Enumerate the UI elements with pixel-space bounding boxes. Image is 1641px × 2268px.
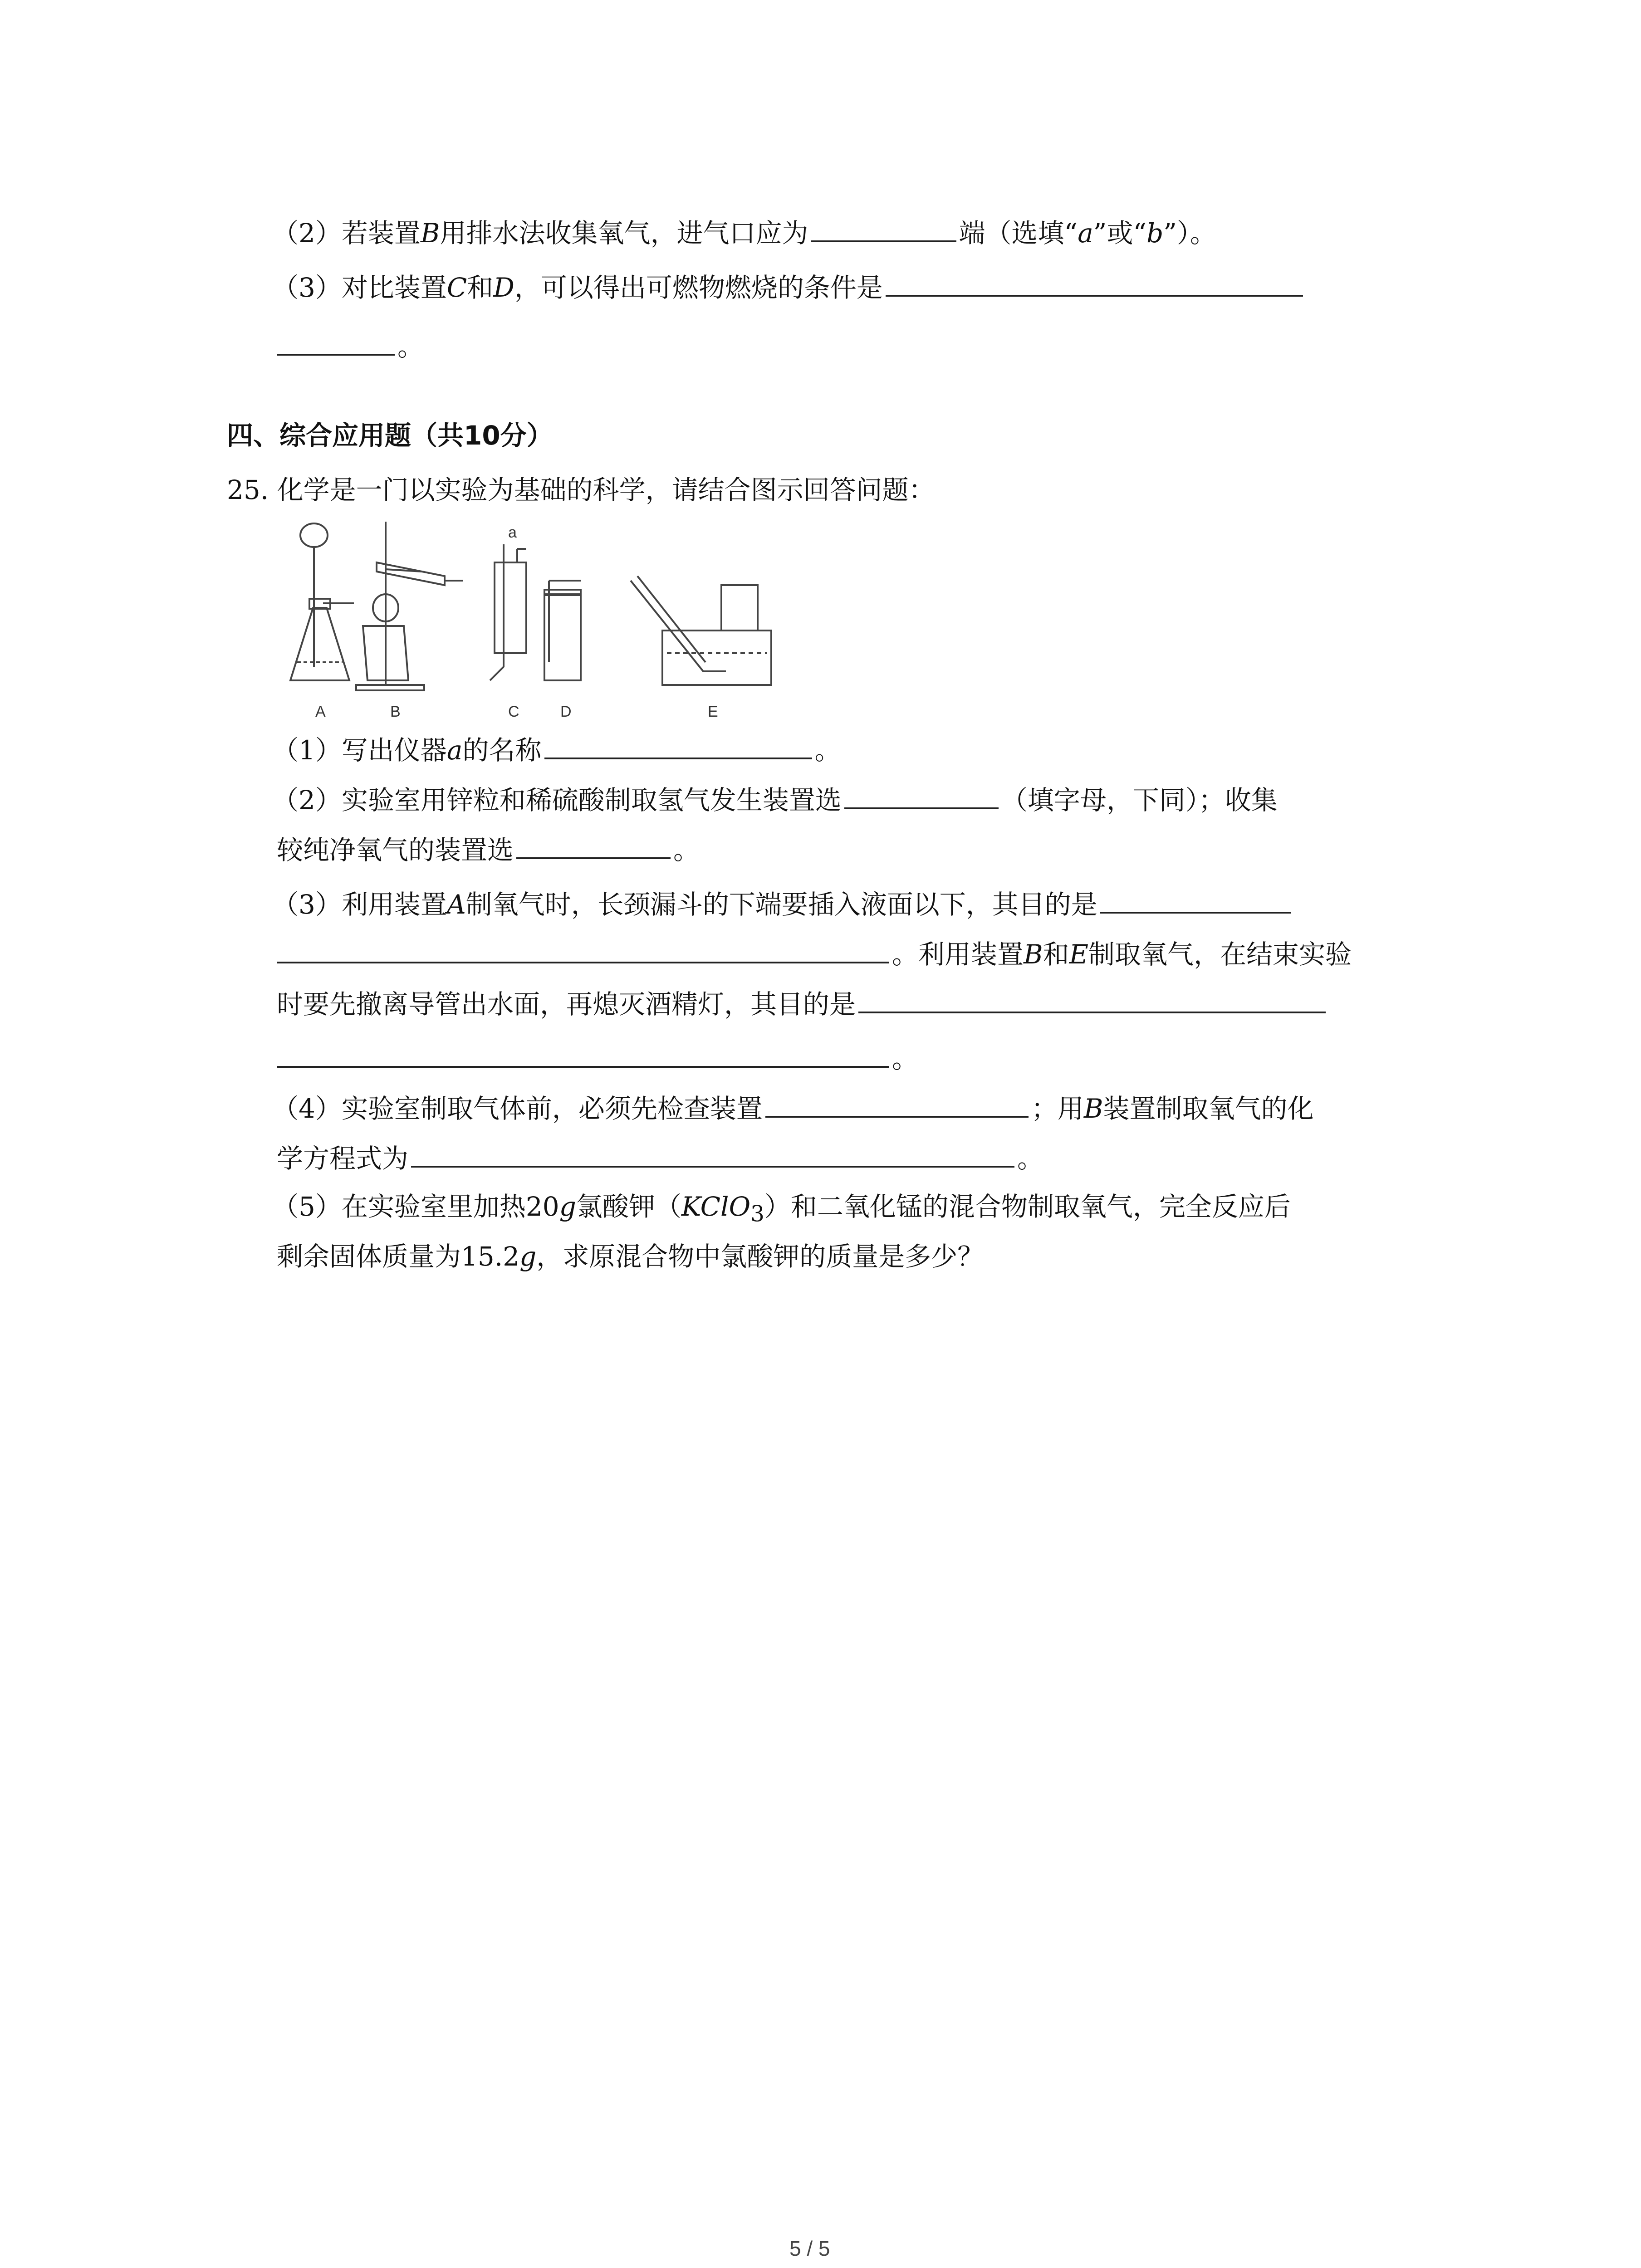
tube-label-a: a <box>508 524 517 541</box>
q24-part3-cont <box>277 327 424 365</box>
text: D <box>493 272 514 303</box>
text: B <box>1024 939 1043 970</box>
text: （5）在实验室里加热20 <box>272 1191 559 1222</box>
q25-part2-cont <box>277 830 700 868</box>
text: 3 <box>750 1201 764 1227</box>
q25-intro: 25. 化学是一门以实验为基础的科学，请结合图示回答问题： <box>227 474 935 505</box>
q25-part5-cont <box>277 1238 984 1275</box>
label-d: D <box>560 703 572 720</box>
q25-part3-line3 <box>277 984 1328 1022</box>
text: E <box>1069 939 1088 970</box>
text: 。 <box>397 331 424 362</box>
text: （1）写出仪器 <box>272 735 447 766</box>
text: （2）实验室用锌粒和稀硫酸制取氢气发生装置选 <box>272 785 842 816</box>
text: 较纯净氧气的装置选 <box>277 835 514 865</box>
answer-blank[interactable] <box>811 213 956 242</box>
answer-blank[interactable] <box>277 934 889 963</box>
text: ）和二氧化锰的混合物制取氧气，完全反应后 <box>764 1191 1291 1222</box>
label-e: E <box>708 703 718 720</box>
text: g <box>559 1191 576 1222</box>
answer-blank[interactable] <box>765 1089 1029 1118</box>
apparatus-c-bottle <box>490 544 526 680</box>
text: a <box>446 735 463 766</box>
q25-part3-line4 <box>277 1039 918 1077</box>
answer-blank[interactable] <box>1100 885 1291 914</box>
text: 氯酸钾（ <box>576 1191 681 1222</box>
label-a: A <box>315 703 326 720</box>
q24-part2 <box>272 213 1216 251</box>
text: KClO <box>681 1191 751 1222</box>
text: 和 <box>1043 939 1069 970</box>
page-number: 5 / 5 <box>789 2237 830 2260</box>
answer-blank[interactable] <box>886 268 1303 297</box>
apparatus-e-trough <box>631 576 771 685</box>
apparatus-figure <box>272 517 812 726</box>
text: a <box>1078 218 1093 249</box>
text: （填字母，下同）；收集 <box>1001 785 1278 816</box>
q25-part2 <box>272 780 1278 818</box>
answer-blank[interactable] <box>277 327 395 356</box>
text: B <box>1083 1093 1103 1124</box>
text: （2）若装置 <box>272 218 421 249</box>
apparatus-d-bottle <box>544 581 581 680</box>
apparatus-a-flask <box>290 523 354 680</box>
text: b <box>1146 218 1164 249</box>
text: g <box>519 1241 537 1272</box>
answer-blank[interactable] <box>277 1039 889 1068</box>
text: 用排水法收集氧气，进气口应为 <box>440 218 808 249</box>
text: 。利用装置 <box>892 939 1024 970</box>
text: C <box>446 272 467 303</box>
text: ，可以得出可燃物燃烧的条件是 <box>514 272 883 303</box>
text: 制取氧气，在结束实验 <box>1088 939 1352 970</box>
text: 制氧气时，长颈漏斗的下端要插入液面以下，其目的是 <box>465 889 1097 920</box>
answer-blank[interactable] <box>844 780 999 809</box>
text: ；用 <box>1031 1093 1084 1124</box>
text: 。 <box>814 735 841 766</box>
text: 时要先撤离导管出水面，再熄灭酒精灯，其目的是 <box>277 989 856 1020</box>
q25-part4 <box>272 1089 1314 1127</box>
text: B <box>420 218 440 249</box>
q25-part3 <box>272 885 1293 923</box>
text: ”或“ <box>1093 218 1147 249</box>
text: ，求原混合物中氯酸钾的质量是多少？ <box>536 1241 984 1272</box>
q25-part1 <box>272 730 841 768</box>
text: 。 <box>1017 1143 1044 1174</box>
answer-blank[interactable] <box>544 730 812 759</box>
q25-part4-cont <box>277 1139 1043 1177</box>
text: 剩余固体质量为15.2 <box>277 1241 520 1272</box>
text: A <box>446 889 466 920</box>
q24-part3 <box>272 268 1306 306</box>
text: 端（选填“ <box>959 218 1078 249</box>
text: 装置制取氧气的化 <box>1103 1093 1314 1124</box>
answer-blank[interactable] <box>516 830 671 859</box>
label-c: C <box>508 703 519 720</box>
label-b: B <box>390 703 401 720</box>
text: 的名称 <box>462 735 542 766</box>
text: （4）实验室制取气体前，必须先检查装置 <box>272 1093 763 1124</box>
text: （3）对比装置 <box>272 272 447 303</box>
q25-part3-line2 <box>277 934 1352 973</box>
text: 。 <box>673 835 700 865</box>
text: ”）。 <box>1163 218 1216 249</box>
apparatus-b-heating <box>356 522 463 690</box>
section-title: 四、综合应用题（共10分） <box>227 420 553 451</box>
answer-blank[interactable] <box>858 984 1326 1013</box>
text: （3）利用装置 <box>272 889 447 920</box>
q25-part5 <box>272 1188 1291 1232</box>
text: 学方程式为 <box>277 1143 409 1174</box>
text: 。 <box>892 1043 919 1074</box>
text: 和 <box>467 272 494 303</box>
answer-blank[interactable] <box>411 1139 1014 1168</box>
